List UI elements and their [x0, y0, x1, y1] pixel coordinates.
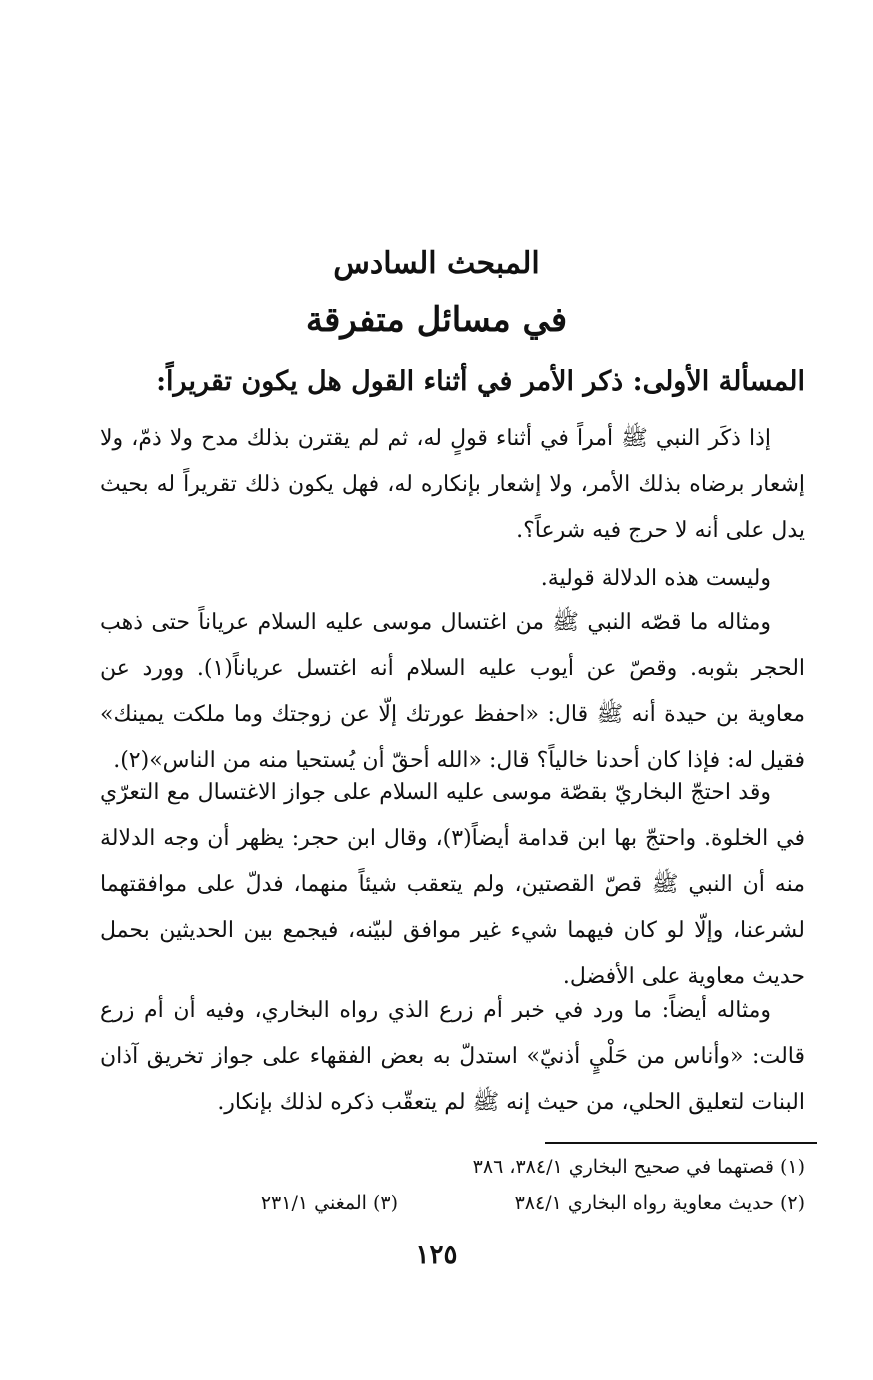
paragraph-2: وليست هذه الدلالة قولية.: [540, 566, 771, 591]
paragraph-4: وقد احتجّ البخاريّ بقصّة موسى عليه السلام على جواز الاغتسال مع التعرّي في الخلوة. واحتجّ بها ابن قدامة أيضاً(٣)، وقال ابن حجر: يظهر أن وجه الدلالة منه أن النبي ﷺ قصّ القصتين، ولم يتعقب شيئاً منهما، فدلّ على موافقتهما لشرعنا، وإلّا لو كان فيهما شيء غير موافق لبيّنه، فيجمع بين الحديثين بحمل حديث معاوية على الأفضل.: [100, 780, 805, 989]
page-number: ١٢٥: [415, 1240, 458, 1270]
chapter-title: المبحث السادس: [333, 246, 540, 281]
footnote-2: (٢) حديث معاوية رواه البخاري ٣٨٤/١: [514, 1192, 805, 1214]
paragraph-3: ومثاله ما قصّه النبي ﷺ من اغتسال موسى عليه السلام عرياناً حتى ذهب الحجر بثوبه. وقصّ عن أيوب عليه السلام أنه اغتسل عرياناً(١). وورد عن معاوية بن حيدة أنه ﷺ قال: «احفظ عورتك إلّا عن زوجتك وما ملكت يمينك» فقيل له: فإذا كان أحدنا خالياً؟ قال: «الله أحقّ أن يُستحيا منه من الناس»(٢).: [100, 610, 806, 773]
section-heading: المسألة الأولى: ذكر الأمر في أثناء القول هل يكون تقريراً:: [156, 366, 805, 397]
footnote-3: (٣) المغني ٢٣١/١: [260, 1192, 398, 1214]
footnote-1: (١) قصتهما في صحيح البخاري ٣٨٤/١، ٣٨٦: [472, 1156, 805, 1178]
footnote-separator: [545, 1142, 817, 1144]
paragraph-1: إذا ذكَر النبي ﷺ أمراً في أثناء قولٍ له، ثم لم يقترن بذلك مدح ولا ذمّ، ولا إشعار برضاه بذلك الأمر، ولا إشعار بإنكاره له، فهل يكون ذلك تقريراً له بحيث يدل على أنه لا حرج فيه شرعاً؟.: [100, 426, 805, 543]
paragraph-5: ومثاله أيضاً: ما ورد في خبر أم زرع الذي رواه البخاري، وفيه أن أم زرع قالت: «وأناس من حَلْيٍ أذنيّ» استدلّ به بعض الفقهاء على جواز تخريق آذان البنات لتعليق الحلي، من حيث إنه ﷺ لم يتعقّب ذكره لذلك بإنكار.: [100, 998, 805, 1115]
chapter-subtitle: في مسائل متفرقة: [305, 300, 568, 340]
